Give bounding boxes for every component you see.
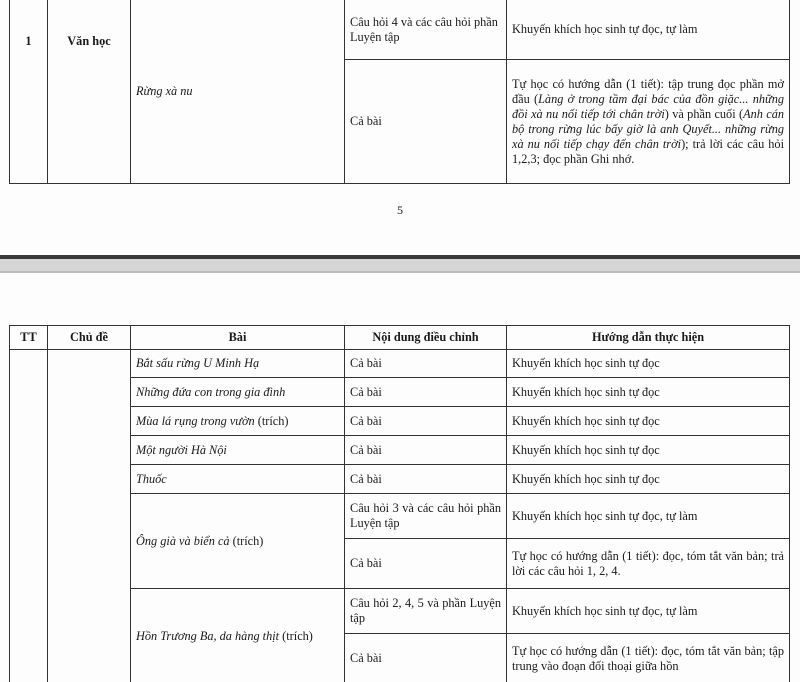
lesson-suffix: (trích) bbox=[279, 628, 313, 643]
lesson-cell bbox=[131, 407, 345, 436]
guide-text: Tự học có hướng dẫn (1 tiết): tập trung đọc phần mở đầu ( bbox=[512, 76, 784, 106]
guide-cell bbox=[507, 60, 790, 184]
lesson-cell bbox=[131, 436, 345, 465]
tt-cell bbox=[10, 350, 48, 682]
guide-cell: Khuyến khích học sinh tự đọc, tự làm bbox=[507, 494, 790, 539]
lesson-title: Ông già và biển cả bbox=[136, 533, 230, 548]
guide-cell: Khuyến khích học sinh tự đọc bbox=[507, 436, 790, 465]
header-topic: Chủ đề bbox=[48, 326, 131, 350]
lesson-title: Một người Hà Nội bbox=[136, 442, 227, 457]
guide-quote: Làng ở trong tầm đại bác của đồn giặc... những đồi xà nu nối tiếp tới chân trời bbox=[512, 91, 784, 121]
adjustment-content-cell: Cả bài bbox=[345, 634, 507, 682]
guide-quote: Anh cán bộ trong rừng lúc bấy giờ là anh Quyết... những rừng xà nu nối tiếp chạy đến chân trời bbox=[512, 106, 784, 151]
guide-cell: Tự học có hướng dẫn (1 tiết): đọc, tóm tắt văn bản; trả lời các câu hỏi 1, 2, 4. bbox=[507, 539, 790, 589]
lesson-cell bbox=[131, 378, 345, 407]
adjustment-content-cell: Cả bài bbox=[345, 436, 507, 465]
lesson-cell bbox=[131, 494, 345, 589]
lesson-title: Bắt sấu rừng U Minh Hạ bbox=[136, 356, 260, 370]
guide-cell: Tự học có hướng dẫn (1 tiết): đọc, tóm tắt văn bản; tập trung vào đoạn đối thoại giữa hồn bbox=[507, 634, 790, 682]
guide-cell: Khuyến khích học sinh tự đọc bbox=[507, 407, 790, 436]
adjustment-content-cell: Cả bài bbox=[345, 407, 507, 436]
document-page-1 bbox=[0, 0, 800, 255]
lesson-title: Thuốc bbox=[136, 471, 167, 486]
topic-cell bbox=[48, 350, 131, 682]
lesson-suffix: (trích) bbox=[254, 413, 289, 428]
table-row bbox=[10, 0, 790, 60]
adjustment-content-cell: Cả bài bbox=[345, 350, 507, 378]
guide-cell: Khuyến khích học sinh tự đọc, tự làm bbox=[507, 0, 790, 60]
header-guide: Hướng dẫn thực hiện bbox=[507, 326, 790, 350]
adjustment-content-cell: Câu hỏi 3 và các câu hỏi phần Luyện tập bbox=[345, 494, 507, 539]
adjustment-content-cell: Cả bài bbox=[345, 378, 507, 407]
adjustment-content-cell: Cả bài bbox=[345, 539, 507, 589]
page-number: 5 bbox=[397, 203, 403, 217]
header-tt: TT bbox=[10, 326, 48, 350]
lesson-title: Hồn Trương Ba, da hàng thịt bbox=[136, 628, 280, 643]
table-header-row bbox=[10, 326, 790, 350]
adjustment-table-page-2 bbox=[9, 325, 790, 682]
guide-cell: Khuyến khích học sinh tự đọc bbox=[507, 465, 790, 494]
guide-text: ); trả lời các câu hỏi 1,2,3; đọc phần Ghi nhớ. bbox=[512, 136, 784, 166]
header-adjustment: Nội dung điều chỉnh bbox=[345, 326, 507, 350]
guide-cell: Khuyến khích học sinh tự đọc, tự làm bbox=[507, 589, 790, 634]
table-row bbox=[10, 350, 790, 378]
page-top-edge bbox=[0, 271, 800, 273]
guide-cell: Khuyến khích học sinh tự đọc bbox=[507, 350, 790, 378]
page-separator bbox=[0, 255, 800, 271]
lesson-cell bbox=[131, 465, 345, 494]
row-number: 1 bbox=[10, 0, 48, 184]
adjustment-content-cell: Cả bài bbox=[345, 60, 507, 184]
lesson-title: Mùa lá rụng trong vườn bbox=[136, 413, 255, 428]
lesson-cell bbox=[131, 350, 345, 378]
topic-cell: Văn học bbox=[48, 0, 131, 184]
lesson-cell: Rừng xà nu bbox=[131, 0, 345, 184]
lesson-suffix: (trích) bbox=[229, 533, 264, 548]
header-lesson: Bài bbox=[131, 326, 345, 350]
guide-text: ) và phần cuối ( bbox=[664, 106, 744, 121]
adjustment-content-cell: Câu hỏi 4 và các câu hỏi phần Luyện tập bbox=[345, 0, 507, 60]
guide-cell: Khuyến khích học sinh tự đọc bbox=[507, 378, 790, 407]
adjustment-content-cell: Câu hỏi 2, 4, 5 và phần Luyện tập bbox=[345, 589, 507, 634]
document-page-2 bbox=[0, 271, 800, 682]
lesson-cell bbox=[131, 589, 345, 682]
adjustment-table-page-1 bbox=[9, 0, 790, 184]
adjustment-content-cell: Cả bài bbox=[345, 465, 507, 494]
lesson-title: Những đứa con trong gia đình bbox=[136, 384, 286, 399]
